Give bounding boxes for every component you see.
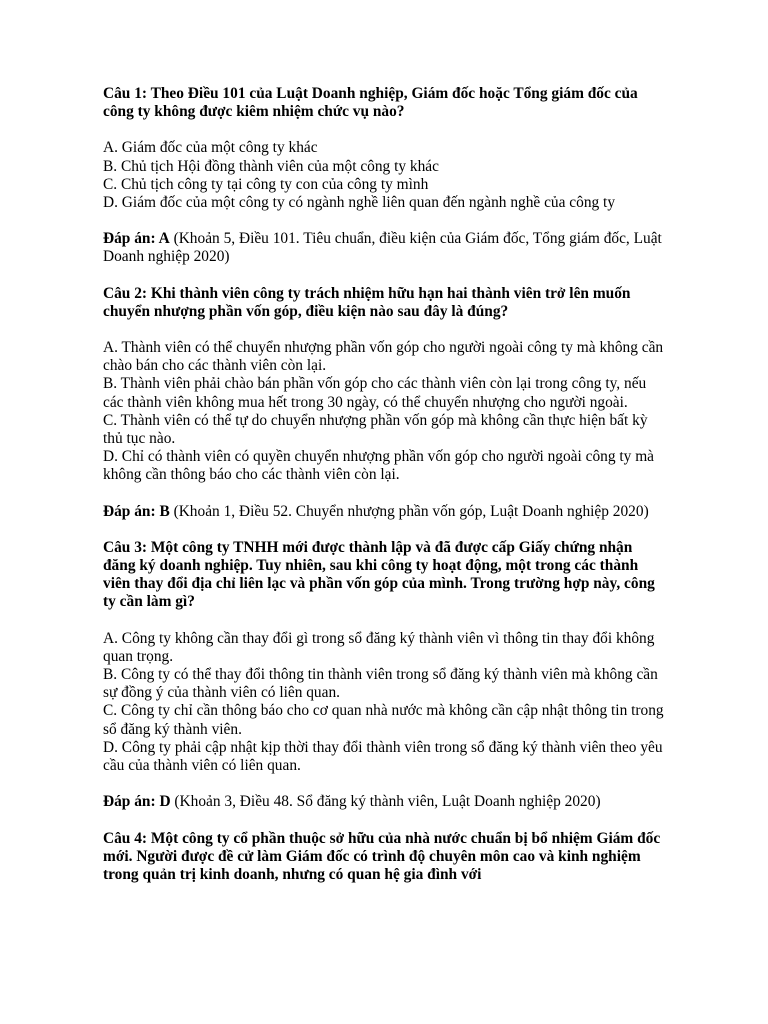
question-block-2 xyxy=(103,285,668,521)
question-block-4 xyxy=(103,830,668,885)
option-item: C. Thành viên có thể tự do chuyển nhượng phần vốn góp mà không cần thực hiện bất kỳ thủ tục nào. xyxy=(103,411,648,448)
option-item: B. Thành viên phải chào bán phần vốn góp cho các thành viên còn lại trong công ty, nếu các thành viên không mua hết trong 30 ngày, có thể chuyển nhượng cho người ngoài. xyxy=(103,375,647,411)
question-3-options xyxy=(103,630,668,776)
option-item: D. Giám đốc của một công ty có ngành nghề liên quan đến ngành nghề của công ty xyxy=(103,194,616,212)
answer-reference: (Khoản 5, Điều 101. Tiêu chuẩn, điều kiện của Giám đốc, Tổng giám đốc, Luật Doanh nghiệp 2020) xyxy=(103,230,662,266)
question-1-options xyxy=(103,139,668,212)
answer-2 xyxy=(103,503,668,521)
option-item: B. Chủ tịch Hội đồng thành viên của một công ty khác xyxy=(103,157,439,175)
question-3-text: Câu 3: Một công ty TNHH mới được thành lập và đã được cấp Giấy chứng nhận đăng ký doanh nghiệp. Tuy nhiên, sau khi công ty hoạt động, một trong các thành viên thay đổi địa chỉ liên lạc và phần vốn góp của mình. Trong trường hợp này, công ty cần làm gì? xyxy=(103,538,655,611)
option-item: A. Thành viên có thể chuyển nhượng phần vốn góp cho người ngoài công ty mà không cần chào bán cho các thành viên còn lại. xyxy=(103,339,664,375)
option-item: B. Công ty có thể thay đổi thông tin thành viên trong sổ đăng ký thành viên mà không cần sự đồng ý của thành viên có liên quan. xyxy=(103,666,658,702)
option-item: C. Công ty chỉ cần thông báo cho cơ quan nhà nước mà không cần cập nhật thông tin trong sổ đăng ký thành viên. xyxy=(103,702,664,738)
question-block-3 xyxy=(103,539,668,812)
question-2-text: Câu 2: Khi thành viên công ty trách nhiệm hữu hạn hai thành viên trở lên muốn chuyển nhượng phần vốn góp, điều kiện nào sau đây là đúng? xyxy=(103,284,631,320)
option-item: C. Chủ tịch công ty tại công ty con của công ty mình xyxy=(103,175,429,193)
question-1-text: Câu 1: Theo Điều 101 của Luật Doanh nghiệp, Giám đốc hoặc Tổng giám đốc của công ty không được kiêm nhiệm chức vụ nào? xyxy=(103,85,638,121)
answer-reference: (Khoản 1, Điều 52. Chuyển nhượng phần vốn góp, Luật Doanh nghiệp 2020) xyxy=(169,502,649,520)
answer-3 xyxy=(103,793,668,811)
answer-reference: (Khoản 3, Điều 48. Sổ đăng ký thành viên, Luật Doanh nghiệp 2020) xyxy=(170,793,601,811)
option-item: D. Công ty phải cập nhật kịp thời thay đổi thành viên trong sổ đăng ký thành viên theo yêu cầu của thành viên có liên quan. xyxy=(103,738,663,775)
answer-label: Đáp án: A xyxy=(103,230,170,248)
question-4-text: Câu 4: Một công ty cổ phần thuộc sở hữu của nhà nước chuẩn bị bổ nhiệm Giám đốc mới. Người được đề cử làm Giám đốc có trình độ chuyên môn cao và kinh nghiệm trong quản trị kinh doanh, nhưng có quan hệ gia đình với xyxy=(103,829,661,883)
answer-label: Đáp án: D xyxy=(103,793,171,811)
question-block-1 xyxy=(103,85,668,267)
answer-label: Đáp án: B xyxy=(103,502,170,520)
option-item: D. Chỉ có thành viên có quyền chuyển nhượng phần vốn góp cho người ngoài công ty mà không cần thông báo cho các thành viên còn lại. xyxy=(103,448,655,484)
option-item: A. Công ty không cần thay đổi gì trong sổ đăng ký thành viên vì thông tin thay đổi không quan trọng. xyxy=(103,629,655,665)
question-2-options xyxy=(103,339,668,485)
option-item: A. Giám đốc của một công ty khác xyxy=(103,139,318,157)
document-page xyxy=(103,85,668,902)
answer-1 xyxy=(103,230,668,266)
